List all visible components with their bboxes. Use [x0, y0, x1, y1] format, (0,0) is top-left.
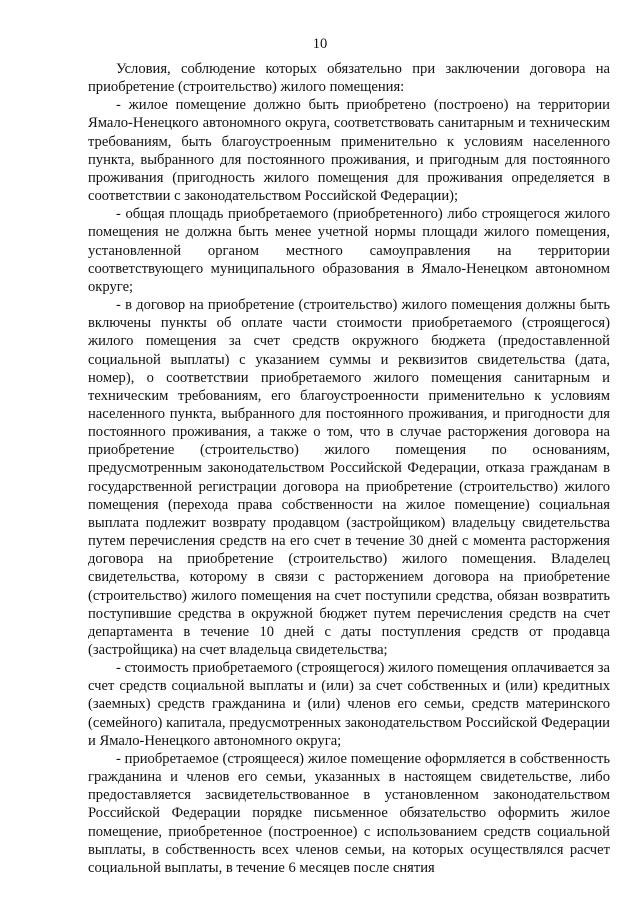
- document-body: [88, 60, 610, 877]
- condition-area-paragraph: - общая площадь приобретаемого (приобретенного) либо строящегося жилого помещения не должна быть менее учетной нормы площади жилого помещения, установленной органом местного самоуправления на территории соответствующего муниципального образования в Ямало-Ненецком автономном округе;: [88, 206, 610, 295]
- condition-ownership-paragraph: - приобретаемое (строящееся) жилое помещение оформляется в собственность гражданина и членов его семьи, указанных в настоящем свидетельстве, либо предоставляется засвидетельствованное в установленном законодательством Российской Федерации порядке письменное обязательство оформить жилое помещение, приобретенное (построенное) с использованием средств социальной выплаты, в собственность всех членов семьи, на которых осуществлялся расчет социальной выплаты, в течение 6 месяцев после снятия: [88, 750, 610, 876]
- conditions-intro-paragraph: Условия, соблюдение которых обязательно при заключении договора на приобретение (строительство) жилого помещения:: [88, 61, 610, 96]
- condition-payment-paragraph: - стоимость приобретаемого (строящегося) жилого помещения оплачивается за счет средств социальной выплаты и (или) за счет собственных и (или) кредитных (заемных) средств гражданина и (или) членов его семьи, средств материнского (семейного) капитала, предусмотренных законодательством Российской Федерации и Ямало-Ненецкого автономного округа;: [88, 660, 610, 749]
- condition-territory-paragraph: - жилое помещение должно быть приобретено (построено) на территории Ямало-Ненецкого автономного округа, соответствовать санитарным и техническим требованиям, быть благоустроенным применительно к условиям населенного пункта, выбранного для постоянного проживания, и пригодным для постоянного проживания (пригодность жилого помещения для проживания определяется в соответствии с законодательством Российской Федерации);: [88, 97, 610, 205]
- page-number: 10: [312, 36, 328, 52]
- condition-contract-clauses-paragraph: - в договор на приобретение (строительство) жилого помещения должны быть включены пункты об оплате части стоимости приобретаемого (строящегося) жилого помещения за счет средств окружного бюджета (предоставленной социальной выплаты) с указанием суммы и реквизитов свидетельства (дата, номер), о соответствии приобретаемого жилого помещения санитарным и техническим требованиям, его благоустроенности применительно к условиям населенного пункта, выбранного для постоянного проживания, и пригодности для постоянного проживания, а также о том, что в случае расторжения договора на приобретение (строительство) жилого помещения по основаниям, предусмотренным законодательством Российской Федерации, отказа гражданам в государственной регистрации договора на приобретение (строительство) жилого помещения (перехода права собственности на жилое помещение) социальная выплата подлежит возврату продавцом (застройщиком) владельцу свидетельства путем перечисления средств на его счет в течение 30 дней с момента расторжения договора на приобретение (строительство) жилого помещения. Владелец свидетельства, которому в связи с расторжением договора на приобретение (строительство) жилого помещения на счет поступили средства, обязан возвратить поступившие средства в окружной бюджет путем перечисления средств на счет департамента в течение 10 дней с даты поступления средств от продавца (застройщика) на счет владельца свидетельства;: [88, 297, 610, 658]
